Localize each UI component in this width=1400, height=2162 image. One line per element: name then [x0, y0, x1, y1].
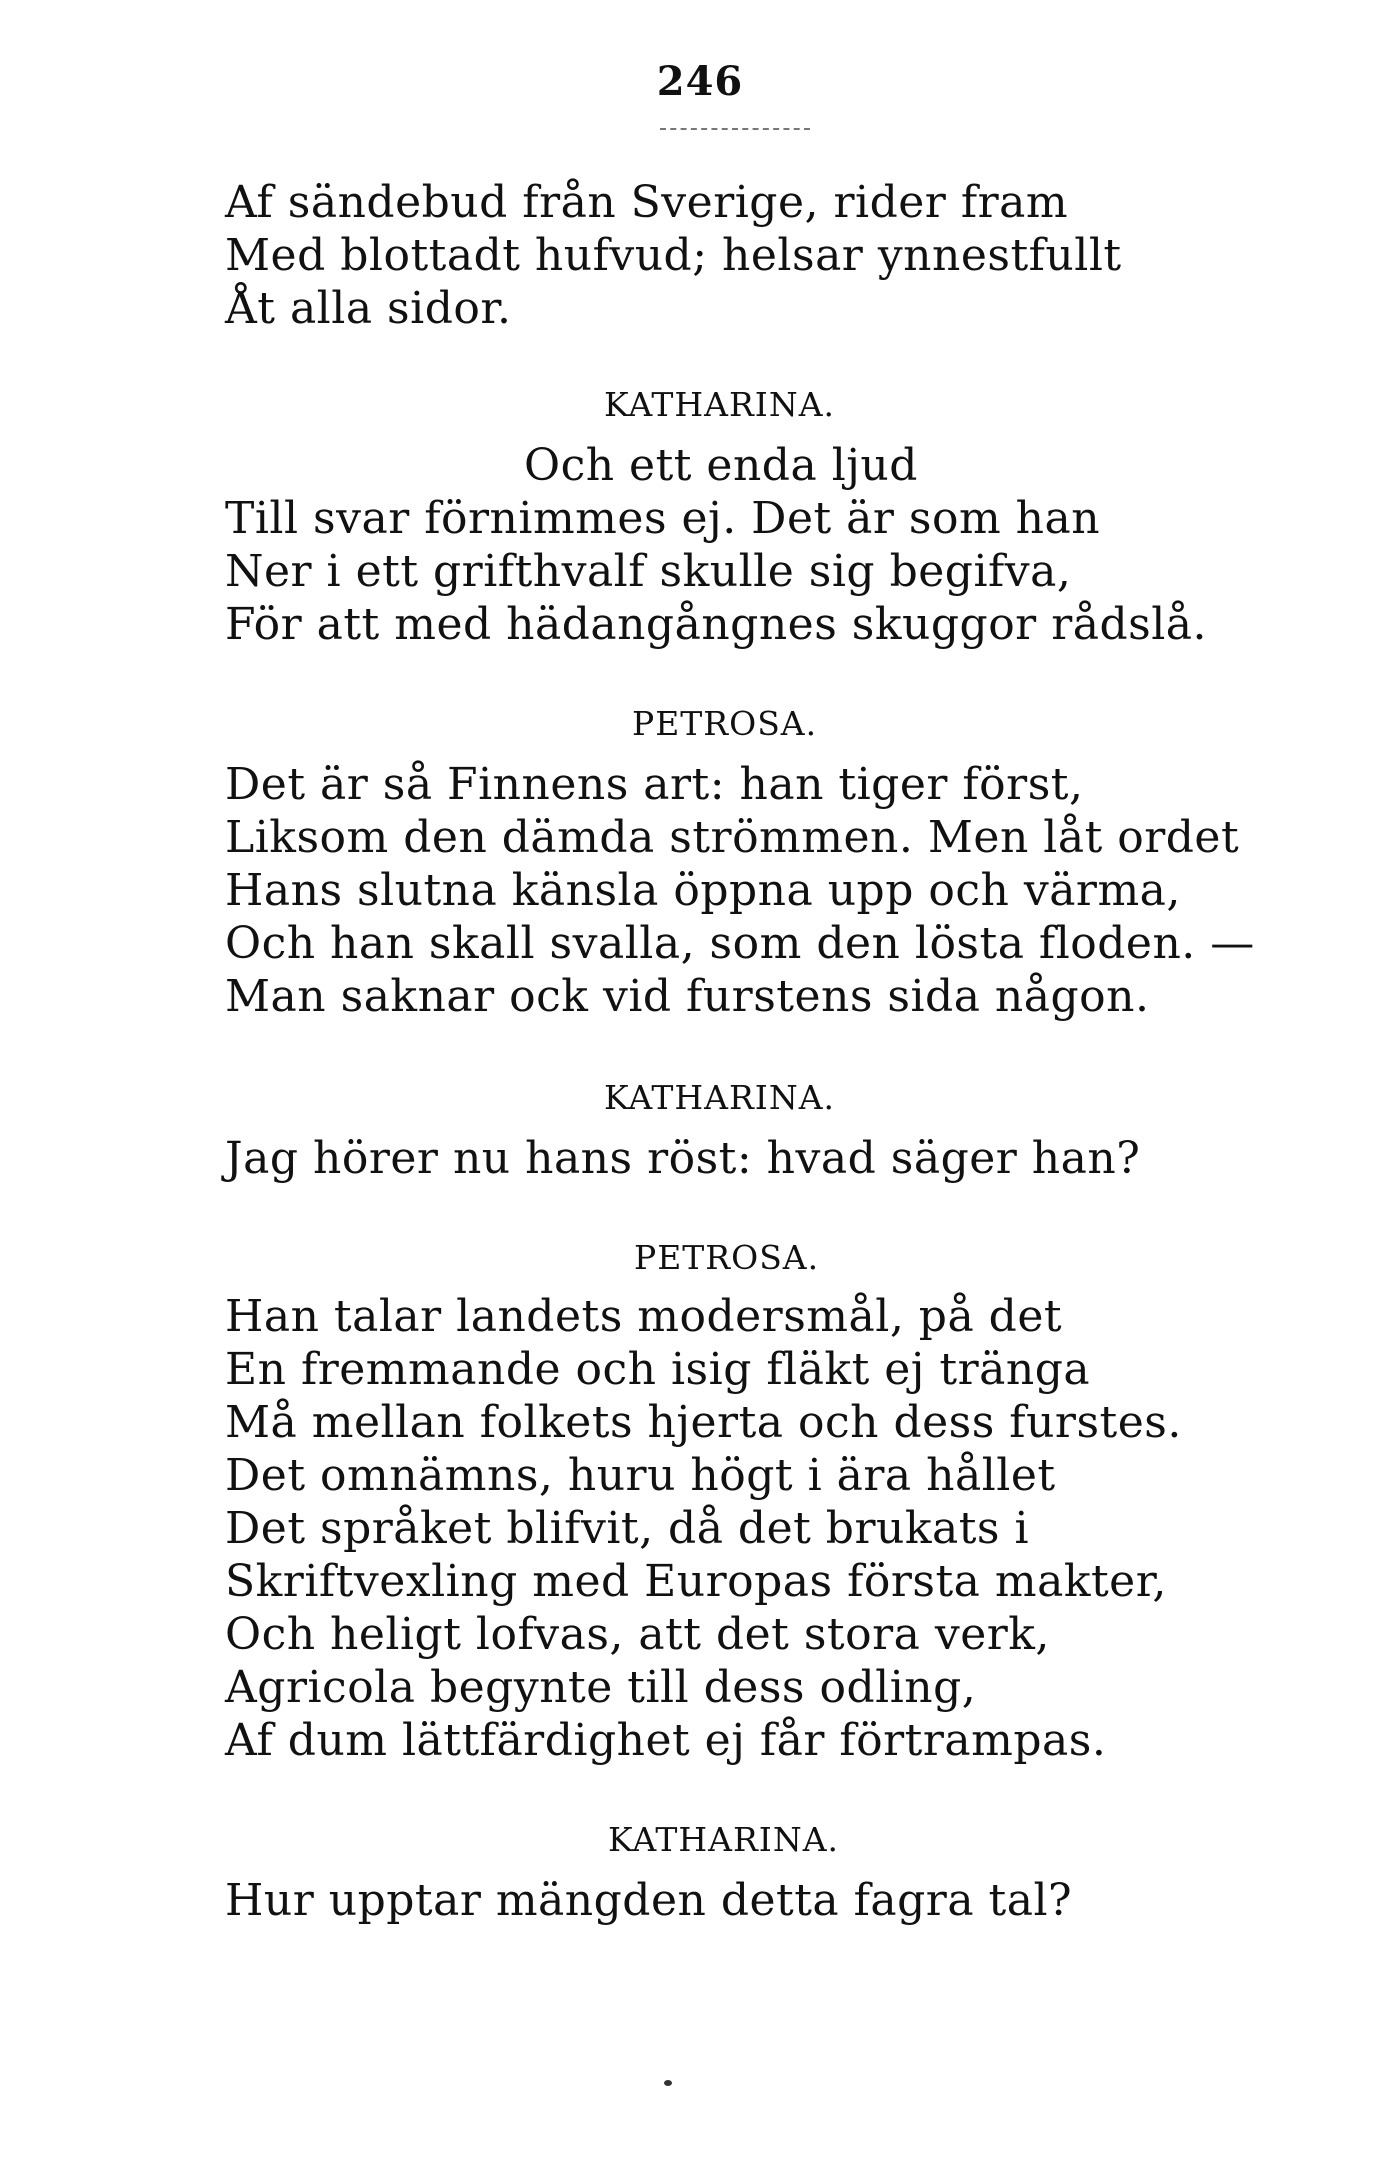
verse-line: Och han skall svalla, som den lösta floden. — — [225, 918, 1255, 969]
verse-line: Skriftvexling med Europas första makter, — [225, 1556, 1167, 1607]
verse-line: Ner i ett grifthvalf skulle sig begifva, — [225, 546, 1072, 597]
verse-line: Liksom den dämda strömmen. Men låt ordet — [225, 812, 1240, 863]
verse-line: Det omnämns, huru högt i ära hållet — [225, 1450, 1056, 1501]
verse-line: En fremmande och isig fläkt ej tränga — [225, 1344, 1091, 1395]
verse-line: Och ett enda ljud — [524, 440, 918, 491]
verse-line: För att med hädangångnes skuggor rådslå. — [225, 599, 1208, 650]
verse-line: Agricola begynte till dess odling, — [225, 1662, 977, 1713]
speaker-name: KATHARINA. — [604, 1078, 836, 1117]
verse-line: Må mellan folkets hjerta och dess furstes. — [225, 1397, 1182, 1448]
speaker-name: PETROSA. — [632, 704, 818, 743]
speaker-name: KATHARINA. — [604, 385, 836, 424]
verse-line: Han talar landets modersmål, på det — [225, 1291, 1063, 1342]
verse-line: Hans slutna känsla öppna upp och värma, — [225, 865, 1181, 916]
verse-line: Åt alla sidor. — [225, 283, 512, 334]
verse-line: Af sändebud från Sverige, rider fram — [225, 177, 1069, 228]
verse-line: Och heligt lofvas, att det stora verk, — [225, 1609, 1050, 1660]
verse-line: Till svar förnimmes ej. Det är som han — [225, 493, 1101, 544]
verse-line: Af dum lättfärdighet ej får förtrampas. — [225, 1715, 1107, 1766]
page-number: 246 — [656, 58, 744, 105]
verse-line: Det språket blifvit, då det brukats i — [225, 1503, 1030, 1554]
print-mark — [664, 2080, 672, 2086]
verse-line: Jag hörer nu hans röst: hvad säger han? — [225, 1133, 1141, 1184]
speaker-name: KATHARINA. — [608, 1820, 840, 1859]
verse-line: Man saknar ock vid furstens sida någon. — [225, 971, 1150, 1022]
speaker-name: PETROSA. — [634, 1238, 820, 1277]
verse-line: Med blottadt hufvud; helsar ynnestfullt — [225, 230, 1122, 281]
header-rule — [660, 128, 810, 130]
verse-line: Det är så Finnens art: han tiger först, — [225, 759, 1084, 810]
verse-line: Hur upptar mängden detta fagra tal? — [225, 1875, 1073, 1926]
